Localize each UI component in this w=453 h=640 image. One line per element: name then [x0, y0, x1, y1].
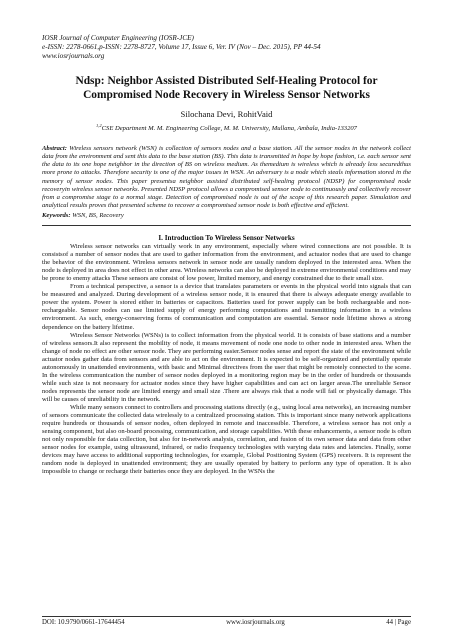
- body-paragraph: Wireless sensor networks can virtually work in any environment, especially where wired connections are not possible. It is consistsof a number of sensor nodes that are used to gather information from the environment, and actuator nodes that are used to change the behavior of the environment. Wireless sensors network in sensor node are usually random deployed in the interested area. When the node is deployed in area does not effect in other area. Wireless networks can also be deployed in extreme environmental conditions and may be prone to enemy attacks These sensors are consist of low power, limited memory, and energy constrained due to their small size.: [42, 243, 411, 283]
- body-paragraph: Wireless Sensor Networks (WSNs) is to collect information from the physical world. It is consists of base stations and a number of wireless sensors.It also represent the mobility of node, it means movement of node one node to other node in interested area. When the change of node no effect are other sensor node. They are performing easier.Sensor nodes sense and report the state of the environment while actuator nodes gather data from sensors and are able to act on the environment. It is expected to be self-organized and potentially operate autonomously in unattended environments, with basic and Minimal directives from the user that might be remotely connected to the scene. In the wireless communication the number of sensor nodes deployed in a monitoring region may be in the order of hundreds or thousands while such size is not necessary for actuator nodes since they have higher capabilities and can act on larger areas.The unreliable Sensor nodes represents the sensor node are limited energy and small size .There are always risk that a node will fail or physically damage. This will be causes of unreliability in the network.: [42, 331, 411, 403]
- page-footer: [42, 616, 411, 627]
- footer-page-number: 44 | Page: [386, 619, 411, 626]
- keywords-label: Keywords:: [42, 211, 71, 219]
- body-paragraph: While many sensors connect to controllers and processing stations directly (e.g., using local area networks), an increasing number of sensors communicate the collected data wirelessly to a centralized processing station. This is important since many network applications require hundreds or thousands of sensor nodes, often deployed in remote and inaccessible. Therefore, a wireless sensor has not only a sensing component, but also on-board processing, communication, and storage capabilities. With these enhancements, a sensor node is often not only responsible for data collection, but also for in-network analysis, correlation, and fusion of its own sensor data and data from other sensor nodes for example, using ultrasound, infrared, or radio frequency technologies with varying data rates and latencies. Finally, some devices may have access to additional supporting technologies, for example, Global Positioning System (GPS) receivers. It is represent the random node is deployed in unattended environment; they are usually operated by battery to perform any type of operation. It is also impossible to change or recharge their batteries once they are deployed. In the WSNs the: [42, 403, 411, 476]
- journal-website: www.iosrjournals.org: [42, 52, 105, 60]
- footer-doi: DOI: 10.9790/0661-17644454: [42, 619, 125, 626]
- keywords: [42, 212, 411, 220]
- journal-name: IOSR Journal of Computer Engineering (IOSR-JCE): [42, 34, 194, 42]
- abstract-divider: [42, 225, 411, 226]
- affiliation-superscript: 1,2: [96, 123, 102, 128]
- abstract-label: Abstract:: [42, 145, 67, 153]
- affiliation-text: CSE Department M. M. Engineering College, M. M. University, Mullana, Ambala, India-133207: [101, 125, 357, 133]
- journal-header: [42, 34, 411, 61]
- paper-title: Ndsp: Neighbor Assisted Distributed Self-Healing Protocol for Compromised Node Recovery in Wireless Sensor Networks: [75, 75, 378, 101]
- body-paragraph: From a technical perspective, a sensor is a device that translates parameters or events in the physical world into signals that can be measured and analyzed. During development of a wireless sensor node, it is ensured that there is always adequate energy available to power the system. Power is stored either in batteries or capacitors. Batteries used for power supply can be both rechargeable and non-rechargeable. Sensor nodes can use limited supply of energy performing computations and transmitting information in a wireless environment. As such, energy-conserving forms of communication and computation are essential. Sensor node lifetime shows a strong dependence on the battery lifetime.: [42, 283, 411, 331]
- keywords-text: WSN, BS, Recovery: [72, 211, 124, 219]
- journal-issn: e-ISSN: 2278-0661,p-ISSN: 2278-8727, Volume 17, Issue 6, Ver. IV (Nov – Dec. 2015), PP 44-54: [42, 43, 321, 51]
- section-heading: I. Introduction To Wireless Sensor Networks: [158, 234, 295, 243]
- footer-website: www.iosrjournals.org: [226, 619, 285, 626]
- paper-affiliation: [42, 122, 411, 133]
- abstract: [42, 145, 411, 210]
- abstract-text: Wireless sensors network (WSN) is collection of sensors nodes and a base station. All the sensor nodes in the network collect data from the environment and sent this data to the base station (BS). This data is transmitted in hope by hope fashion, i.e. each sensor sent the data to its one hope neighbor in the direction of BS on wireless medium. As themedium is wireless which is already less securedthus more prone to attacks. Therefore security is one of the major issues in WSN. An adversary is a node which steals information stored in the memory of sensor nodes. This paper presentsa neighbor assisted distributed self-healing protocol (NDSP) for compromised node recoveryin wireless sensor networks. Presented NDSP protocol allows a compromised sensor node to continuously and collectively recover from a compromise stage to a normal stage. Detection of compromised node is out of the scope of this research paper. Simulation and analytical results proves that presented scheme to recover a compromised sensor node is both effective and efficient.: [42, 145, 411, 209]
- paper-authors: Silochana Devi, RohitVaid: [180, 109, 273, 119]
